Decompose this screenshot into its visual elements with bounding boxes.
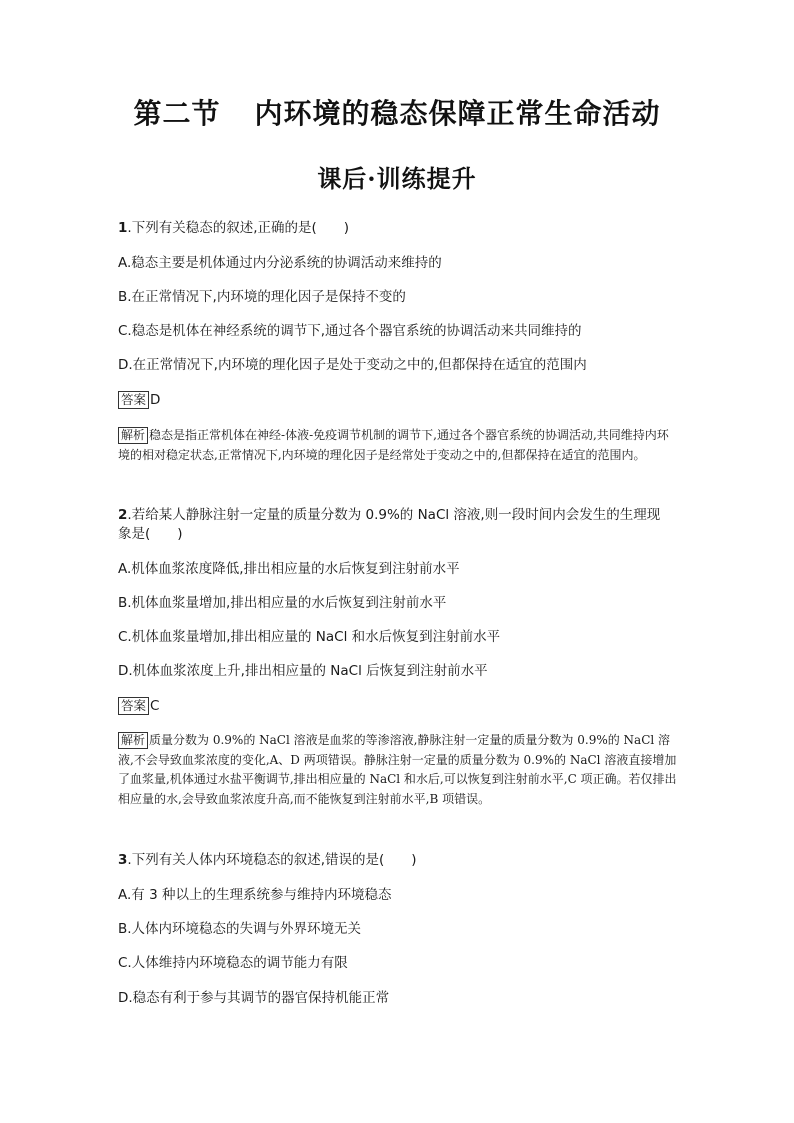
question-2-answer (118, 696, 159, 716)
question-2-text: .若给某人静脉注射一定量的质量分数为 0.9%的 NaCl 溶液,则一段时间内会发生的生理现 (127, 507, 661, 523)
answer-tag: 答案 (118, 391, 149, 409)
question-1-option-a: A.稳态主要是机体通过内分泌系统的协调活动来维持的 (118, 255, 442, 271)
section-title (0, 96, 794, 132)
question-3-text: .下列有关人体内环境稳态的叙述,错误的是( ) (127, 852, 417, 868)
analysis-tag: 解析 (118, 732, 148, 749)
question-2-option-c: C.机体血浆量增加,排出相应量的 NaCl 和水后恢复到注射前水平 (118, 629, 501, 645)
question-2-option-a: A.机体血浆浓度降低,排出相应量的水后恢复到注射前水平 (118, 561, 460, 577)
answer-tag: 答案 (118, 697, 149, 715)
question-2-stem-line1 (118, 505, 660, 525)
question-2-answer-value: C (150, 698, 160, 714)
section-name: 内环境的稳态保障正常生命活动 (254, 97, 661, 130)
question-3-option-b: B.人体内环境稳态的失调与外界环境无关 (118, 921, 362, 937)
question-2-option-d: D.机体血浆浓度上升,排出相应量的 NaCl 后恢复到注射前水平 (118, 663, 488, 679)
question-3-number: 3 (118, 852, 128, 868)
question-1-answer-value: D (150, 392, 161, 408)
question-1-analysis-text: 稳态是指正常机体在神经-体液-免疫调节机制的调节下,通过各个器官系统的协调活动,共同维持内环境的相对稳定状态,正常情况下,内环境的理化因子是经常处于变动之中的,但都保持在适宜的范围内。 (118, 428, 669, 462)
question-1-answer (118, 390, 160, 410)
question-1-text: .下列有关稳态的叙述,正确的是( ) (127, 220, 350, 236)
question-3-option-c: C.人体维持内环境稳态的调节能力有限 (118, 955, 348, 971)
question-2-number: 2 (118, 507, 128, 523)
question-3-stem (118, 850, 417, 870)
question-1-analysis (118, 426, 678, 465)
question-1-option-c: C.稳态是机体在神经系统的调节下,通过各个器官系统的协调活动来共同维持的 (118, 323, 582, 339)
question-2-analysis (118, 731, 678, 809)
question-3-option-d: D.稳态有利于参与其调节的器官保持机能正常 (118, 990, 390, 1006)
question-2-option-b: B.机体血浆量增加,排出相应量的水后恢复到注射前水平 (118, 595, 447, 611)
question-3-option-a: A.有 3 种以上的生理系统参与维持内环境稳态 (118, 887, 392, 903)
question-1-option-b: B.在正常情况下,内环境的理化因子是保持不变的 (118, 289, 406, 305)
question-2-stem-line2: 象是( ) (118, 526, 183, 542)
question-1-option-d: D.在正常情况下,内环境的理化因子是处于变动之中的,但都保持在适宜的范围内 (118, 357, 587, 373)
question-2-analysis-text: 质量分数为 0.9%的 NaCl 溶液是血浆的等渗溶液,静脉注射一定量的质量分数为 0.9%的 NaCl 溶液,不会导致血浆浓度的变化,A、D 两项错误。静脉注射一定量的质量分数为 0.9%的 NaCl 溶液直接增加了血浆量,机体通过水盐平衡调节,排出相应量的 NaCl 和水后,可以恢复到注射前水平,C 项正确。若仅排出相应量的水,会导致血浆浓度升高,而不能恢复到注射前水平,B 项错误。 (118, 733, 677, 806)
analysis-tag: 解析 (118, 427, 148, 444)
question-1-number: 1 (118, 220, 128, 236)
section-number: 第二节 (133, 97, 221, 130)
question-1-stem (118, 218, 349, 238)
page-subtitle: 课后·训练提升 (317, 164, 477, 193)
